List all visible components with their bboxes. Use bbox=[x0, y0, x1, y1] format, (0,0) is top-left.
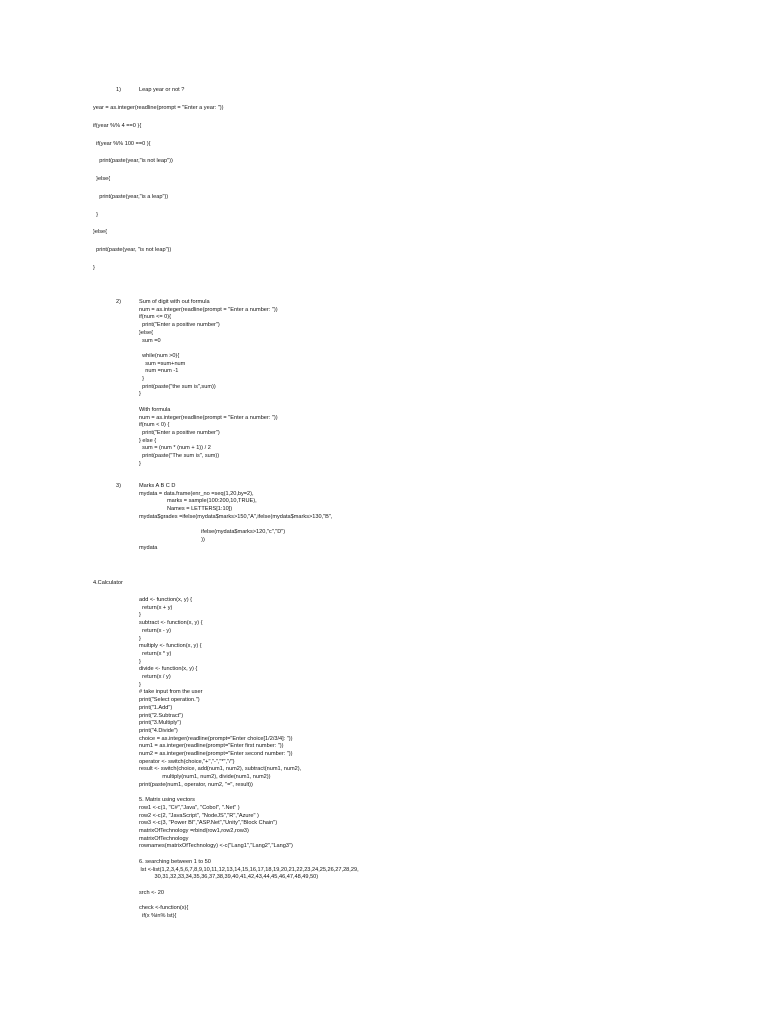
code-line: num = as.integer(readline(prompt = "Enter a number: ")) bbox=[139, 306, 278, 313]
code-line bbox=[139, 897, 359, 905]
code-line: result <- switch(choice, add(num1, num2), subtract(num1, num2), bbox=[139, 766, 302, 773]
code-line: 5. Matrix using vectors bbox=[139, 797, 195, 804]
code-line: } bbox=[139, 658, 141, 665]
code-line: return(x - y) bbox=[139, 627, 172, 634]
code-line: num =num -1 bbox=[139, 368, 179, 375]
code-line: if(num <= 0){ bbox=[139, 314, 172, 321]
code-line: } bbox=[139, 376, 144, 383]
code-line: choice = as.integer(readline(prompt="Enter choice[1/2/3/4]: ")) bbox=[139, 735, 293, 742]
code-line bbox=[139, 399, 278, 407]
code-line: multiply <- function(x, y) { bbox=[139, 643, 202, 650]
section-4-code-block bbox=[139, 597, 359, 920]
code-line: while(num >0){ bbox=[139, 352, 180, 359]
code-line bbox=[139, 345, 278, 353]
code-line: print("2.Subtract") bbox=[139, 712, 184, 719]
code-line: mydata bbox=[139, 544, 158, 551]
code-line: add <- function(x, y) { bbox=[139, 597, 193, 603]
code-line: multiply(num1, num2), divide(num1, num2)) bbox=[139, 774, 271, 781]
section-1-title: Leap year or not ? bbox=[139, 87, 185, 93]
code-line: ifelse(mydata$marks>120,"c","D") bbox=[139, 529, 286, 536]
code-line: rownames(matrixOfTechnology) <-c("Lang1","Lang2","Lang3") bbox=[139, 843, 293, 850]
section-3-code-block bbox=[139, 483, 332, 552]
code-line: Sum of digit with out formula bbox=[139, 299, 210, 305]
code-line: Names = LETTERS[1:10]) bbox=[139, 506, 233, 513]
code-line: marks = sample(100:200,10,TRUE), bbox=[139, 498, 257, 505]
code-line: row1 <-c(1, "C#","Java", "Cobol", ".Net" ) bbox=[139, 804, 240, 811]
code-line bbox=[139, 851, 359, 859]
code-line: print(paste("the sum is",sum)) bbox=[139, 383, 216, 390]
code-line: print("Enter a positive number") bbox=[139, 322, 220, 329]
section-2-number: 2) bbox=[116, 299, 121, 305]
code-line: year = as.integer(readline(prompt = "Enter a year: ")) bbox=[93, 105, 224, 111]
code-line: row3 <-c(3, "Power BI","ASP.Net","Unity","Block Chain") bbox=[139, 820, 278, 827]
code-line: } bbox=[93, 265, 95, 271]
section-2-code-block bbox=[139, 299, 278, 468]
code-line: if(year %% 4 ==0 ){ bbox=[93, 123, 142, 129]
code-line: if(num < 0) { bbox=[139, 422, 170, 429]
code-line: Marks A B C D bbox=[139, 483, 176, 489]
code-line: } bbox=[139, 612, 141, 619]
code-line: 6. searching between 1 to 50 bbox=[139, 858, 211, 865]
code-line: print(paste(year,"is a leap")) bbox=[93, 194, 169, 200]
code-line: } bbox=[139, 460, 141, 467]
code-line: print("Select operation.") bbox=[139, 697, 200, 704]
section-3-number: 3) bbox=[116, 483, 121, 489]
code-line: row2 <-c(2, "JavaScript", "NodeJS","R","Azure" ) bbox=[139, 812, 259, 819]
code-line: } bbox=[93, 212, 98, 218]
code-line bbox=[139, 790, 359, 798]
code-line: }else{ bbox=[93, 176, 111, 182]
code-line: srch <- 20 bbox=[139, 889, 165, 896]
code-line: matrixOfTechnology =rbind(row1,row2,row3) bbox=[139, 828, 249, 835]
code-line bbox=[139, 882, 359, 890]
code-line: } bbox=[139, 635, 141, 642]
code-line: print(paste("The sum is", sum)) bbox=[139, 453, 220, 460]
code-line: divide <- function(x, y) { bbox=[139, 666, 198, 673]
code-line: num2 = as.integer(readline(prompt="Enter second number: ")) bbox=[139, 751, 293, 758]
code-line: num = as.integer(readline(prompt = "Enter a number: ")) bbox=[139, 414, 278, 421]
code-line: With formula bbox=[139, 406, 171, 413]
code-line: print(paste(year,"is not leap")) bbox=[93, 158, 173, 164]
section-4-heading: 4.Calculator bbox=[93, 580, 123, 586]
code-line: print("3.Multiply") bbox=[139, 720, 182, 727]
code-line: 30,31,32,33,34,35,36,37,38,39,40,41,42,43,44,45,46,47,48,49,50) bbox=[139, 874, 319, 881]
code-line: return(x * y) bbox=[139, 650, 172, 657]
code-line: # take input from the user bbox=[139, 689, 203, 696]
code-line: mydata = data.frame(enr_no =seq(1,20,by=2), bbox=[139, 490, 254, 497]
code-line: } bbox=[139, 681, 141, 688]
code-line: } else { bbox=[139, 437, 157, 444]
code-line: )) bbox=[139, 536, 205, 543]
code-line bbox=[139, 522, 332, 530]
code-line: } bbox=[139, 391, 141, 398]
code-line: matrixOfTechnology bbox=[139, 835, 189, 842]
code-line: return(x + y) bbox=[139, 604, 173, 611]
code-line: }else{ bbox=[139, 329, 153, 336]
code-line: return(x / y) bbox=[139, 674, 171, 681]
code-line: print("4.Divide") bbox=[139, 727, 178, 734]
code-line: mydata$grades =ifelse(mydata$marks>150,"A",ifelse(mydata$marks>130,"B", bbox=[139, 513, 333, 520]
section-1-number: 1) bbox=[116, 87, 121, 93]
code-line: sum =0 bbox=[139, 337, 161, 344]
code-line: if(year %% 100 ==0 ){ bbox=[93, 141, 151, 147]
code-line: }else{ bbox=[93, 229, 107, 235]
code-line: subtract <- function(x, y) { bbox=[139, 620, 203, 627]
code-line: num1 = as.integer(readline(prompt="Enter first number: ")) bbox=[139, 743, 284, 750]
code-line: print(paste(num1, operator, num2, "=", result)) bbox=[139, 781, 253, 788]
code-line: sum = (num * (num + 1)) / 2 bbox=[139, 445, 211, 452]
code-line: print(paste(year, "is not leap")) bbox=[93, 247, 172, 253]
code-line: operator <- switch(choice,"+","-","*","/") bbox=[139, 758, 235, 765]
code-line: if(x %in% lst){ bbox=[139, 912, 177, 919]
code-line: check <-function(x){ bbox=[139, 905, 189, 912]
code-line: print("1.Add") bbox=[139, 704, 173, 711]
code-line: sum =sum+num bbox=[139, 360, 186, 367]
code-line: print("Enter a positive number") bbox=[139, 429, 220, 436]
code-line: lst <-list(1,2,3,4,5,6,7,8,9,10,11,12,13,14,15,16,17,18,19,20,21,22,23,24,25,26,27,28,29, bbox=[139, 866, 359, 873]
